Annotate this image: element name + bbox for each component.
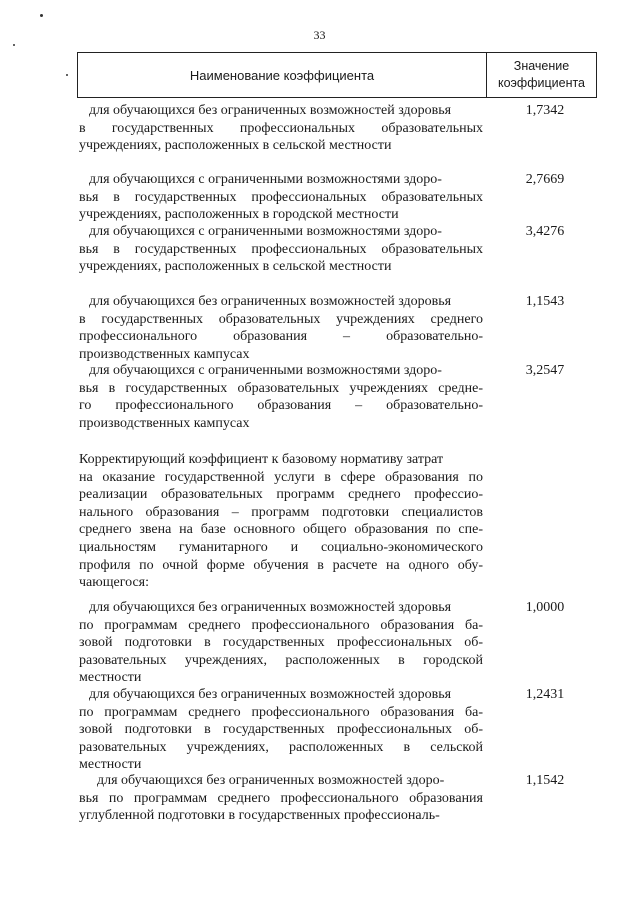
coefficient-value: 1,1543 xyxy=(525,294,565,309)
coefficient-name xyxy=(79,223,483,276)
coefficient-value: 1,2431 xyxy=(525,687,565,702)
page-number: 33 xyxy=(313,28,326,42)
coefficient-name-line: для обучающихся без ограниченных возможностей здоровья xyxy=(89,687,452,702)
scan-speck xyxy=(13,44,15,46)
header-value-column xyxy=(487,53,596,97)
coefficient-name-line: учреждениях, расположенных в сельской местности xyxy=(79,138,392,154)
coefficient-name-line: го профессионального образования – образовательно- xyxy=(79,398,483,414)
coefficient-value: 1,7342 xyxy=(525,103,565,118)
coefficient-name-line: циальностям гуманитарного и социально-экономического xyxy=(79,539,483,555)
coefficient-name-line: учреждениях, расположенных в городской местности xyxy=(79,207,399,223)
coefficient-name-line: местности xyxy=(79,670,142,686)
scan-speck xyxy=(40,14,43,17)
coefficient-name-line: вья в государственных профессиональных образовательных xyxy=(79,189,483,205)
coefficient-name-line: для обучающихся без ограниченных возможностей здоровья xyxy=(89,103,452,118)
coefficient-value: 3,4276 xyxy=(525,224,565,239)
coefficient-name-line: реализации образовательных программ среднего профессио- xyxy=(79,487,483,503)
header-value-line1: Значение xyxy=(513,59,570,73)
coefficient-name-line: для обучающихся без ограниченных возможностей здоровья xyxy=(89,294,452,309)
coefficient-name-line: учреждениях, расположенных в сельской местности xyxy=(79,259,392,275)
coefficient-name-line: профессионального образования – образовательно- xyxy=(79,329,483,345)
coefficient-value: 2,7669 xyxy=(525,172,565,187)
coefficient-name-line: Корректирующий коэффициент к базовому нормативу затрат xyxy=(79,452,444,467)
coefficient-name-line: по программам среднего профессионального образования ба- xyxy=(79,704,483,720)
coefficient-name-line: нального образования – программ подготовки специалистов xyxy=(79,504,483,520)
coefficient-name-line: для обучающихся с ограниченными возможностями здоро- xyxy=(89,172,442,187)
coefficient-name xyxy=(79,686,483,774)
coefficient-value: 3,2547 xyxy=(525,363,565,378)
coefficient-name-line: производственных кампусах xyxy=(79,415,250,431)
coefficient-name-line: чающегося: xyxy=(79,575,149,591)
header-name-column: Наименование коэффициента xyxy=(78,53,487,97)
coefficient-value: 1,1542 xyxy=(525,773,565,788)
table-header xyxy=(77,52,597,98)
coefficient-name xyxy=(79,362,483,432)
coefficient-name-line: по программам среднего профессионального образования ба- xyxy=(79,617,483,633)
coefficient-name xyxy=(79,599,483,687)
coefficient-name-line: производственных кампусах xyxy=(79,346,250,362)
coefficient-name-line: вья по программам среднего профессионального образования xyxy=(79,790,483,806)
scan-speck xyxy=(66,74,68,76)
header-value-line2: коэффициента xyxy=(497,76,586,90)
coefficient-name-line: для обучающихся с ограниченными возможностями здоро- xyxy=(89,363,442,378)
coefficient-name-line: для обучающихся с ограниченными возможностями здоро- xyxy=(89,224,442,239)
coefficient-name-line: зовой подготовки в государственных профессиональных об- xyxy=(79,635,483,651)
coefficient-name-line: среднего звена на базе основного общего образования по спе- xyxy=(79,522,483,538)
coefficient-name-line: для обучающихся без ограниченных возможностей здоро- xyxy=(97,773,445,788)
coefficient-name-line: разовательных учреждениях, расположенных в сельской xyxy=(79,739,483,755)
coefficient-name xyxy=(79,293,483,363)
coefficient-name-line: разовательных учреждениях, расположенных в городской xyxy=(79,652,483,668)
coefficient-name-line: вья в государственных профессиональных образовательных xyxy=(79,241,483,257)
coefficient-name-line: зовой подготовки в государственных профессиональных об- xyxy=(79,722,483,738)
coefficient-name xyxy=(79,451,483,592)
coefficient-value: 1,0000 xyxy=(525,600,565,615)
coefficient-name-line: профиля по очной форме обучения в расчете на одного обу- xyxy=(79,557,483,573)
coefficient-name-line: для обучающихся без ограниченных возможностей здоровья xyxy=(89,600,452,615)
coefficient-name-line: местности xyxy=(79,757,142,773)
coefficient-name xyxy=(79,102,483,155)
coefficient-name-line: вья в государственных образовательных учреждениях средне- xyxy=(79,380,483,396)
coefficient-name-line: на оказание государственной услуги в сфере образования по xyxy=(79,469,483,485)
coefficient-name xyxy=(79,171,483,224)
coefficient-name-line: углубленной подготовки в государственных профессиональ- xyxy=(79,808,440,824)
coefficient-name xyxy=(79,772,483,825)
coefficient-name-line: в государственных профессиональных образовательных xyxy=(79,120,483,136)
coefficient-name-line: в государственных образовательных учреждениях среднего xyxy=(79,311,483,327)
